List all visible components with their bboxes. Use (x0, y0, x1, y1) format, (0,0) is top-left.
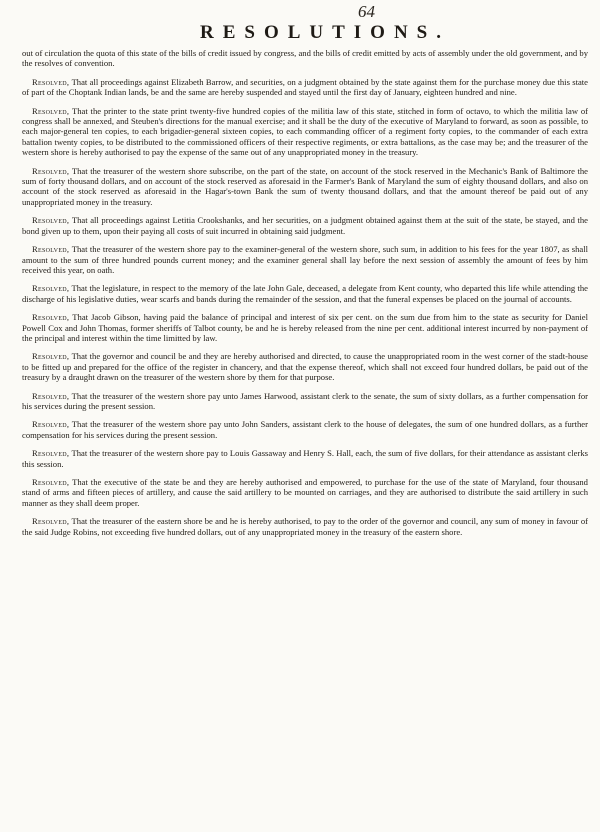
paragraph-lead: Resolved, (32, 419, 70, 430)
paragraph (22, 106, 588, 158)
paragraph (22, 477, 588, 508)
paragraph-text: That the treasurer of the western shore pay unto John Sanders, assistant clerk to the house of delegates, the sum of one hundred dollars, as a further compensation for his services during the present session. (22, 419, 588, 440)
paragraph-lead: Resolved, (32, 165, 70, 176)
paragraph-lead: Resolved, (32, 244, 70, 255)
page-heading: RESOLUTIONS. (199, 22, 451, 43)
paragraph-lead: Resolved, (32, 76, 70, 87)
paragraph (22, 516, 588, 537)
paragraph (22, 215, 588, 236)
paragraph (22, 77, 588, 98)
paragraph-text: out of circulation the quota of this state of the bills of credit issued by congress, and the bills of credit emitted by acts of assembly under the old government, and by the resolves of convention. (22, 48, 588, 69)
paragraph-text: That the printer to the state print twenty-five hundred copies of the militia law of this state, stitched in form of octavo, to which the militia law of congress shall be annexed, and Steuben's directions for the manual exercise; and it shall be the duty of the executive of Maryland to forward, as soon as possible, to each major-general ten copies, to each brigadier-general sixteen copies, to each commanding officer of a regiment forty copies, to the commander of each extra battalion twenty copies, to be distributed to the commissioned officers of their respective regiments, or extra battalions, as the case may be; and the treasurer of the western shore is hereby authorised to pay the expense of the same out of any unappropriated money in the treasury. (22, 105, 588, 158)
paragraph-text: That the governor and council be and they are hereby authorised and directed, to cause the unappropriated room in the west corner of the stadt-house to be fitted up and prepared for the office of the register in chancery, and that the expense thereof, which shall not exceed four hundred dollars, be paid out of the treasury by a draught drawn on the treasurer of the western shore by them for that purpose. (22, 351, 588, 383)
paragraph-lead: Resolved, (32, 390, 70, 401)
paragraph-text: That the treasurer of the eastern shore be and he is hereby authorised, to pay to the order of the governor and council, any sum of money in favour of the said Judge Robins, not exceeding five hundred dollars, out of any unappropriated money in the treasury of the eastern shore. (22, 516, 588, 537)
paragraph-text: That all proceedings against Elizabeth Barrow, and securities, on a judgment obtained by the state against them for the purchase money due this state of part of the Choptank Indian lands, be and the same are hereby suspended and stayed until the first day of January, eighteen hundred and nine. (22, 76, 588, 98)
paragraph (22, 351, 588, 382)
paragraph-lead: Resolved, (32, 477, 70, 487)
page-number: 64 (358, 2, 375, 21)
paragraph (22, 244, 588, 275)
paragraph-lead: Resolved, (32, 448, 70, 459)
paragraph-text: That the treasurer of the western shore pay to Louis Gassaway and Henry S. Hall, each, the sum of five dollars, for their attendance as assistant clerks this session. (22, 448, 588, 469)
paragraph-text: That the executive of the state be and they are hereby authorised and empowered, to purchase for the use of the state of Maryland, four thousand stand of arms and fifteen pieces of artillery, and cause the said artillery to be mounted on carriages, and they are authorised to distribute the said artillery in such manner as they shall deem proper. (22, 477, 588, 508)
paragraph-lead: Resolved, (32, 312, 70, 323)
paragraph-text: That Jacob Gibson, having paid the balance of principal and interest of six per cent. on the sum due from him to the state as security for Daniel Powell Cox and John Thomas, former sheriffs of Talbot county, be and he is hereby released from the nine per cent. additional interest incurred by non-payment of the principal and interest within the time limitted by law. (22, 312, 589, 343)
paragraph-lead: Resolved, (32, 105, 70, 116)
paragraph-text: That all proceedings against Letitia Crookshanks, and her securities, on a judgment obtained against them at the suit of the state, be stayed, and the bond given up to them, upon their paying all costs of suit incurred in obtaining said judgment. (22, 215, 588, 236)
paragraph (22, 448, 588, 469)
paragraph-lead: Resolved, (32, 215, 70, 226)
paragraph (22, 283, 588, 304)
paragraph (22, 312, 588, 343)
paragraph-lead: Resolved, (32, 283, 70, 294)
paragraph-lead: Resolved, (32, 351, 70, 362)
paragraph (22, 419, 588, 440)
paragraph-text: That the treasurer of the western shore pay to the examiner-general of the western shore, such sum, in addition to his fees for the year 1807, as shall amount to the sum of three hundred pounds current money; and the examiner general shall lay before the next session of assembly the amount of fees by him received this year, on oath. (22, 244, 588, 275)
paragraph (22, 166, 588, 208)
paragraph-lead: Resolved, (32, 516, 70, 527)
paragraph-text: That the treasurer of the western shore subscribe, on the part of the state, on account of the stock reserved in the Mechanic's Bank of Baltimore the sum of forty thousand dollars, and on account of the stock reserved as aforesaid in the Farmer's Bank of Maryland the sum of eighty thousand dollars, and also on account of the stock reserved as aforesaid in the Hagar's-town Bank the sum of twenty thousand dollars, and that the amount thereof be paid out of any unappropriated money in the treasury. (22, 165, 588, 207)
paragraph-text: That the legislature, in respect to the memory of the late John Gale, deceased, a delegate from Kent county, who departed this life while attending the discharge of his legislative duties, wear scarfs and bands during the remainder of the session, and that the funeral expenses be placed on the journal of accounts. (22, 283, 588, 304)
paragraph-text: That the treasurer of the western shore pay unto James Harwood, assistant clerk to the senate, the sum of sixty dollars, as a further compensation for his services during the present session. (22, 390, 588, 411)
paragraph (22, 391, 588, 412)
paragraph (22, 48, 588, 69)
